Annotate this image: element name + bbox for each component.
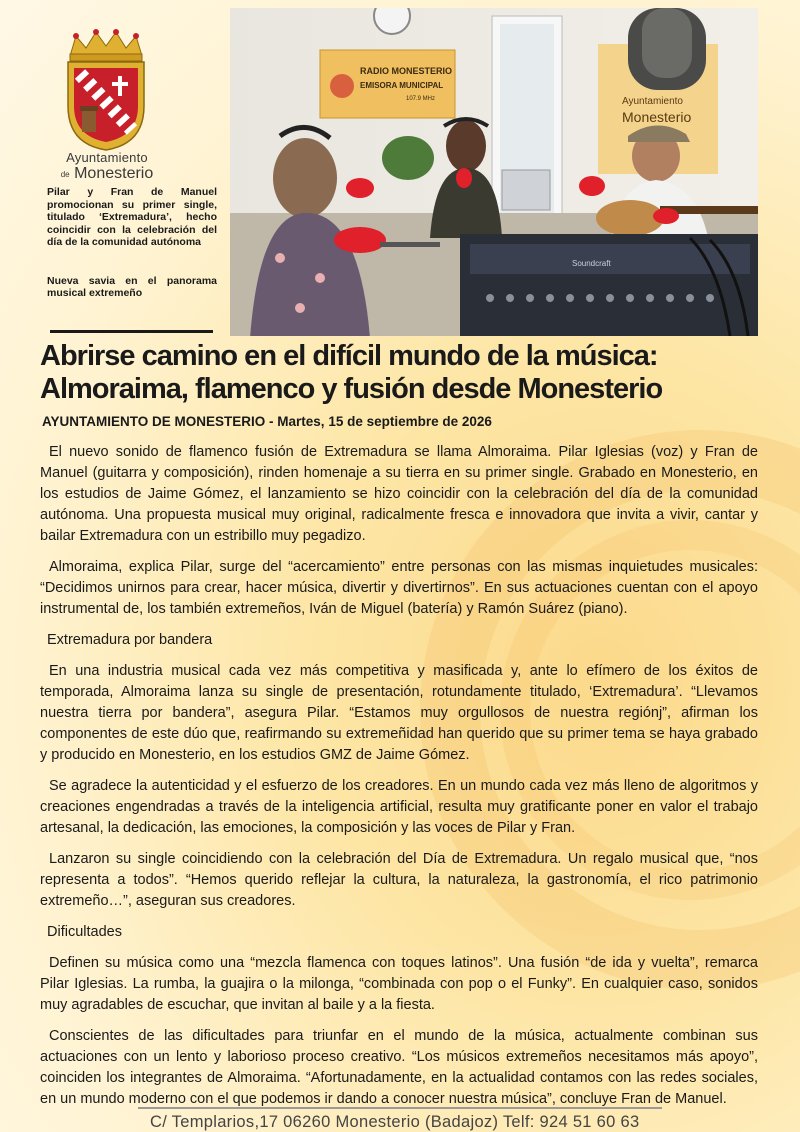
article-paragraph-5: Lanzaron su single coincidiendo con la celebración del Día de Extremadura. Un regalo musical que, “nos representa a todos”. “Hemos querido reflejar la cultura, la naturaleza, la gastronomía, el rico patrimonio extremeño…”, aseguran sus creadores. (40, 851, 758, 909)
photo-caption-secondary: Nueva savia en el panorama musical extremeño (47, 274, 217, 299)
station-sign-line2: EMISORA MUNICIPAL (360, 81, 444, 90)
crest-line2: Monesterio (74, 165, 154, 182)
article-byline (42, 414, 492, 429)
article-subheading-1: Extremadura por bandera (47, 632, 213, 648)
crest-de: de (60, 169, 70, 179)
article-paragraph-6: Definen su música como una “mezcla flamenca con toques latinos”. Una fusión “de ida y vuelta”, remarca Pilar Iglesias. La rumba, la guajira o la milonga, “combinada con pop o el Funky”. En cualquier caso, sonidos muy agradables de escuchar, que invitan al baile y a la fiesta. (40, 955, 758, 1013)
wall-sign-line2: Monesterio (622, 109, 692, 125)
wall-sign-line1: Ayuntamiento (622, 96, 683, 107)
article-paragraph-7: Conscientes de las dificultades para triunfar en el mundo de la música, actualmente combinan sus actuaciones con un lento y laborioso proceso creativo. “Los músicos extremeños necesitamos más apoyo”, coinciden los integrantes de Almoraima. “Afortunadamente, en la actualidad contamos con las redes sociales, en un mundo moderno con el que podemos ir dando a conocer nuestra música”, concluye Fran de Manuel. (40, 1028, 758, 1107)
station-sign-line1: RADIO MONESTERIO (360, 66, 453, 76)
sidebar-divider (50, 330, 213, 333)
article-title: Abrirse camino en el difícil mundo de la música: Almoraima, flamenco y fusión desde Monesterio (40, 340, 663, 405)
photo-caption-sidebar (47, 186, 217, 300)
crest-caption (42, 150, 172, 183)
byline-date: - Martes, 15 de septiembre de 2026 (269, 414, 492, 429)
article-subheading-2: Dificultades (47, 924, 122, 940)
article-body (40, 442, 758, 1120)
article-paragraph-4: Se agradece la autenticidad y el esfuerzo de los creadores. En un mundo cada vez más lleno de algoritmos y creaciones engendradas a través de la inteligencia artificial, resulta muy gratificante poner en valor el trabajo artesanal, la dedicación, las emociones, la composición y las voces de Pilar y Fran. (40, 778, 758, 836)
article-paragraph-3: En una industria musical cada vez más competitiva y masificada y, ante lo efímero de los éxitos de temporada, Almoraima lanza su single de presentación, rotundamente titulado, ‘Extremadura’. “Llevamos nuestra tierra por bandera”, asegura Pilar. “Estamos muy orgullosos de nuestra regiónj”, afirman los componentes de este dúo que, reafirmando su extremeñidad han querido que su primer tema se haya grabado y producido en Monesterio, en los estudios GMZ de Jaime Gómez. (40, 663, 758, 763)
footer-divider (138, 1107, 662, 1109)
article-paragraph-1: El nuevo sonido de flamenco fusión de Extremadura se llama Almoraima. Pilar Iglesias (voz) y Fran de Manuel (guitarra y composición), rinden homenaje a su tierra en su primer single. Grabado en Monesterio, en los estudios de Jaime Gómez, el lanzamiento se hizo coincidir con la celebración del día de la comunidad autónoma. Una propuesta musical muy original, radicalmente fresca e innovadora que invita a vivir, cantar y bailar Extremadura con un estribillo muy pegadizo. (40, 444, 758, 544)
station-sign-frequency: 107.9 MHz (406, 96, 436, 102)
article-paragraph-2: Almoraima, explica Pilar, surge del “acercamiento” entre personas con las mismas inquietudes musicales: “Decidimos unirnos para crear, hacer música, divertir y divertirnos”. En sus actuaciones cuentan con el apoyo instrumental de, los también extremeños, Iván de Miguel (batería) y Ramón Suárez (piano). (40, 559, 758, 617)
photo-caption-main: Pilar y Fran de Manuel promocionan su primer single, titulado ‘Extremadura’, hecho coincidir con la celebración del día de la comunidad autónoma (47, 186, 217, 248)
crest-line1: Ayuntamiento (66, 150, 148, 165)
mixer-brand-label: Soundcraft (572, 259, 611, 268)
footer-address: C/ Templarios,17 06260 Monesterio (Badajoz) Telf: 924 51 60 63 (150, 1113, 640, 1131)
radio-studio-photo (230, 8, 758, 336)
coat-of-arms-logo (60, 26, 152, 152)
byline-source: AYUNTAMIENTO DE MONESTERIO (42, 414, 266, 429)
